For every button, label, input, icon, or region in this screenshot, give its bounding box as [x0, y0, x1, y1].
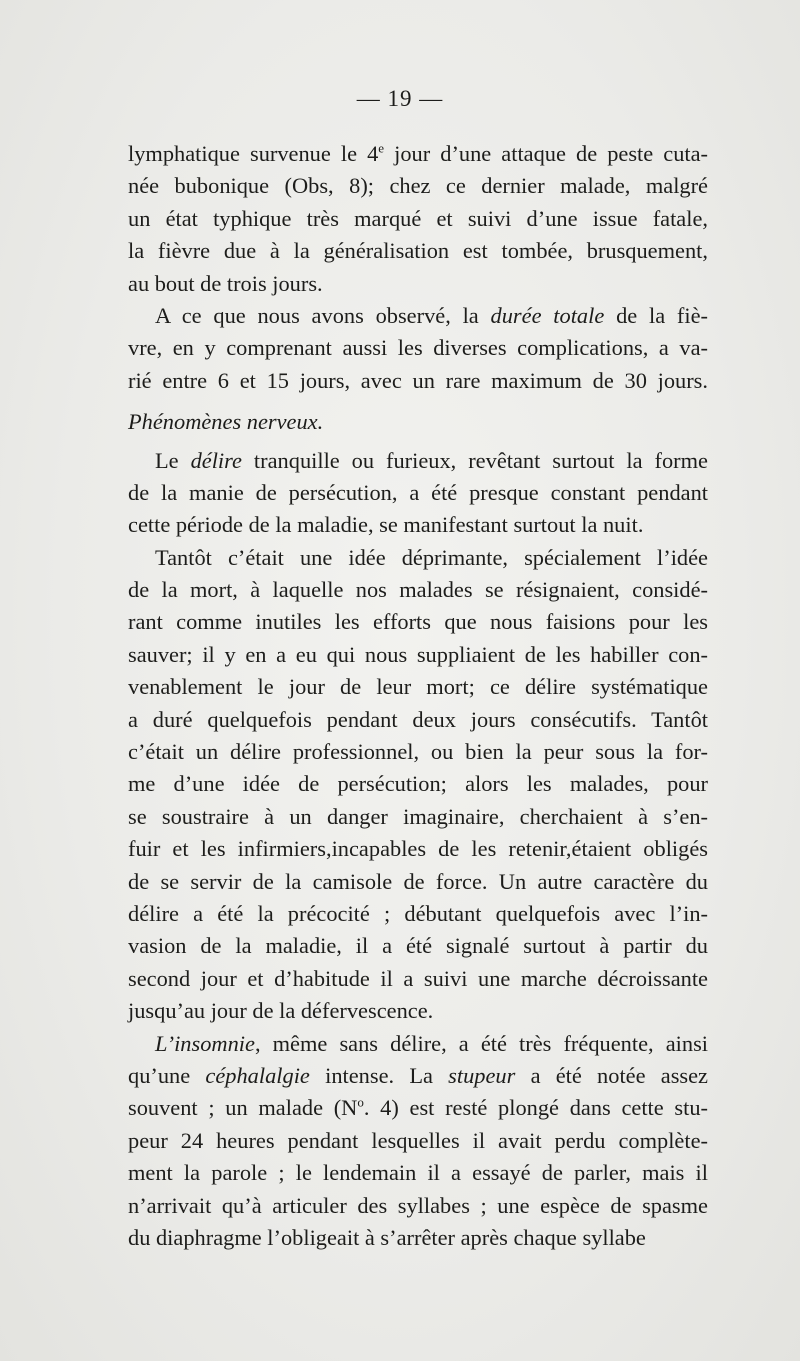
page-number: — 19 — — [356, 86, 444, 111]
text-line: lymphatique survenue le 4e jour d’une attaque de peste cuta- — [128, 140, 709, 166]
text-line: c’était un délire professionnel, ou bien la peur sous la for- — [128, 739, 708, 765]
text-line: du diaphragme l’obligeait à s’arrêter après chaque syllabe — [128, 1224, 646, 1250]
text-line: fuir et les infirmiers,incapables de les retenir,étaient obligés — [128, 836, 708, 862]
text-line: de la mort, à laquelle nos malades se résignaient, considé- — [128, 577, 708, 603]
text-line: vasion de la maladie, il a été signalé surtout à partir du — [128, 933, 708, 959]
text-line: sauver; il y en a eu qui nous suppliaient de les habiller con- — [128, 641, 708, 667]
text-line: me d’une idée de persécution; alors les malades, pour — [128, 771, 708, 797]
text-line: de la manie de persécution, a été presque constant pendant — [128, 479, 708, 505]
text-line: un état typhique très marqué et suivi d’une issue fatale, — [128, 205, 708, 231]
text-line: délire a été la précocité ; débutant quelquefois avec l’in- — [128, 900, 708, 926]
text-line: cette période de la maladie, se manifestant surtout la nuit. — [128, 512, 644, 538]
section-heading: Phénomènes nerveux. — [128, 409, 324, 435]
text-line: qu’une céphalalgie intense. La stupeur a été notée assez — [128, 1062, 708, 1088]
text-line: A ce que nous avons observé, la durée totale de la fiè- — [155, 302, 708, 328]
text-line: vre, en y comprenant aussi les diverses complications, a va- — [128, 335, 708, 361]
text-line: la fièvre due à la généralisation est tombée, brusquement, — [128, 238, 708, 264]
body-text — [128, 138, 708, 1254]
text-line: ment la parole ; le lendemain il a essayé de parler, mais il — [128, 1160, 708, 1186]
text-line: Tantôt c’était une idée déprimante, spécialement l’idée — [155, 544, 708, 570]
text-line: souvent ; un malade ($N^o$. 4) est resté plongé dans cette stu- — [128, 1094, 708, 1121]
text-line: peur 24 heures pendant lesquelles il avait perdu complète- — [128, 1127, 708, 1153]
text-line: jusqu’au jour de la défervescence. — [128, 998, 434, 1024]
text-line: n’arrivait qu’à articuler des syllabes ; une espèce de spasme — [128, 1192, 708, 1218]
text-line: venablement le jour de leur mort; ce délire systématique — [128, 674, 708, 700]
text-line: au bout de trois jours. — [128, 270, 323, 296]
text-line: de se servir de la camisole de force. Un autre caractère du — [128, 868, 708, 894]
text-line: a duré quelquefois pendant deux jours consécutifs. Tantôt — [128, 706, 708, 732]
text-line: née bubonique (Obs, 8); chez ce dernier malade, malgré — [128, 173, 708, 199]
text-line: second jour et d’habitude il a suivi une marche décroissante — [128, 965, 708, 991]
text-line: se soustraire à un danger imaginaire, cherchaient à s’en- — [128, 803, 708, 829]
text-line: rié entre 6 et 15 jours, avec un rare maximum de 30 jours. — [128, 367, 708, 393]
text-line: rant comme inutiles les efforts que nous faisions pour les — [128, 609, 708, 635]
text-line: Le délire tranquille ou furieux, revêtant surtout la forme — [155, 447, 708, 473]
text-line: L’insomnie, même sans délire, a été très fréquente, ainsi — [155, 1030, 708, 1056]
